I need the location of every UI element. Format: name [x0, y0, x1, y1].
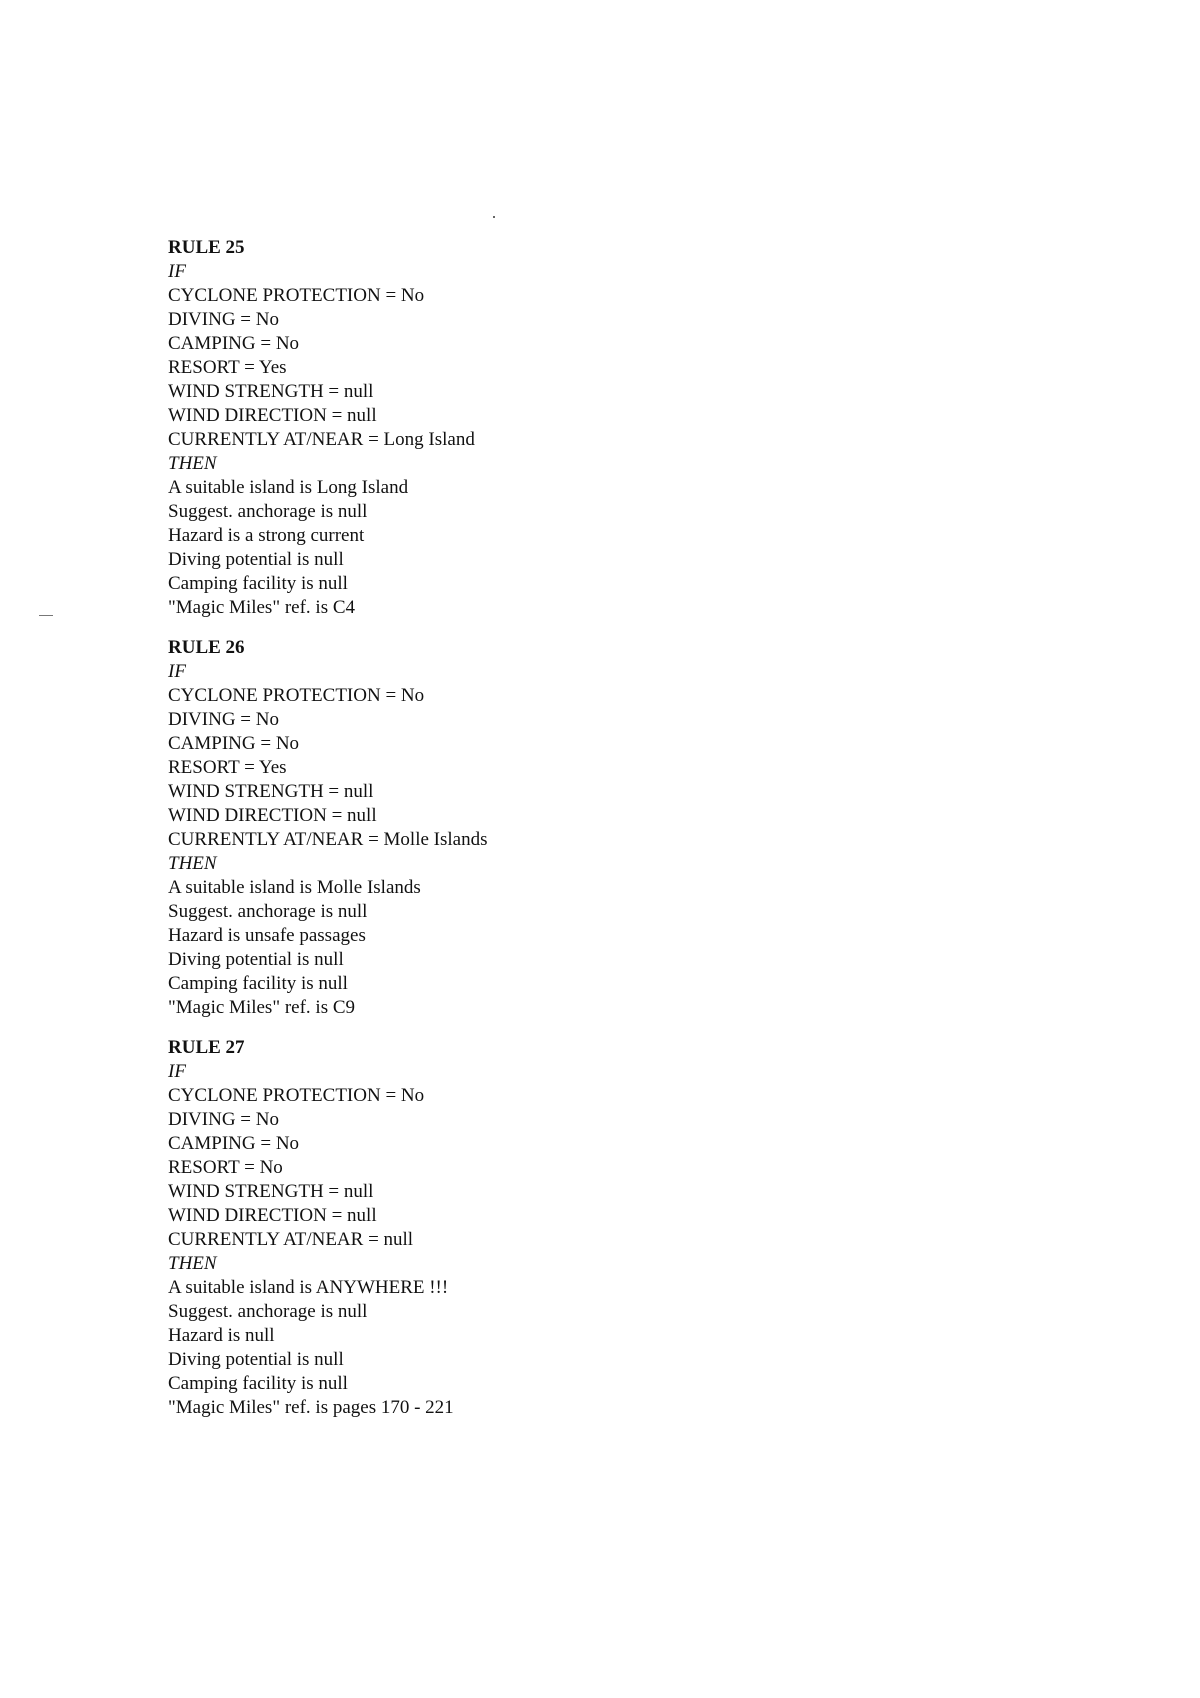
condition-line: DIVING = No: [168, 309, 279, 330]
conclusion-line: "Magic Miles" ref. is C4: [168, 597, 356, 618]
conclusion-line: "Magic Miles" ref. is C9: [168, 997, 356, 1018]
rule-title: RULE 26: [168, 637, 245, 658]
conclusion-line: Suggest. anchorage is null: [168, 901, 368, 922]
conclusion-line: Camping facility is null: [168, 573, 348, 594]
condition-line: WIND DIRECTION = null: [168, 805, 377, 826]
rule-title: RULE 25: [168, 237, 245, 258]
condition-line: CAMPING = No: [168, 1133, 300, 1154]
conclusion-line: A suitable island is Molle Islands: [168, 877, 421, 898]
rule-block: [168, 236, 868, 620]
rules-list: [168, 236, 868, 1436]
condition-line: WIND STRENGTH = null: [168, 781, 374, 802]
conclusion-line: Diving potential is null: [168, 1349, 344, 1370]
rule-block: [168, 1036, 868, 1420]
conclusion-line: Diving potential is null: [168, 949, 344, 970]
conclusion-line: Hazard is null: [168, 1325, 275, 1346]
rule-title: RULE 27: [168, 1037, 245, 1058]
conclusion-line: Diving potential is null: [168, 549, 344, 570]
condition-line: CURRENTLY AT/NEAR = null: [168, 1229, 414, 1250]
condition-line: CAMPING = No: [168, 333, 300, 354]
conclusion-line: "Magic Miles" ref. is pages 170 - 221: [168, 1397, 454, 1418]
conclusion-line: A suitable island is Long Island: [168, 477, 409, 498]
condition-line: RESORT = Yes: [168, 357, 287, 378]
conclusion-line: Hazard is a strong current: [168, 525, 365, 546]
condition-line: RESORT = No: [168, 1157, 283, 1178]
condition-line: CURRENTLY AT/NEAR = Long Island: [168, 429, 475, 450]
scan-mark: [39, 615, 53, 616]
condition-line: DIVING = No: [168, 1109, 279, 1130]
condition-line: WIND DIRECTION = null: [168, 1205, 377, 1226]
if-keyword: IF: [168, 661, 186, 682]
conclusion-line: A suitable island is ANYWHERE !!!: [168, 1277, 449, 1298]
then-keyword: THEN: [168, 1253, 217, 1274]
condition-line: DIVING = No: [168, 709, 279, 730]
conclusion-line: Suggest. anchorage is null: [168, 501, 368, 522]
scan-speck: [493, 216, 495, 218]
if-keyword: IF: [168, 1061, 186, 1082]
condition-line: CYCLONE PROTECTION = No: [168, 685, 425, 706]
then-keyword: THEN: [168, 453, 217, 474]
conclusion-line: Camping facility is null: [168, 973, 348, 994]
conclusion-line: Camping facility is null: [168, 1373, 348, 1394]
conclusion-line: Suggest. anchorage is null: [168, 1301, 368, 1322]
then-keyword: THEN: [168, 853, 217, 874]
condition-line: CURRENTLY AT/NEAR = Molle Islands: [168, 829, 488, 850]
condition-line: CYCLONE PROTECTION = No: [168, 285, 425, 306]
condition-line: WIND DIRECTION = null: [168, 405, 377, 426]
if-keyword: IF: [168, 261, 186, 282]
condition-line: CYCLONE PROTECTION = No: [168, 1085, 425, 1106]
rule-block: [168, 636, 868, 1020]
condition-line: CAMPING = No: [168, 733, 300, 754]
conclusion-line: Hazard is unsafe passages: [168, 925, 366, 946]
condition-line: WIND STRENGTH = null: [168, 381, 374, 402]
condition-line: RESORT = Yes: [168, 757, 287, 778]
condition-line: WIND STRENGTH = null: [168, 1181, 374, 1202]
